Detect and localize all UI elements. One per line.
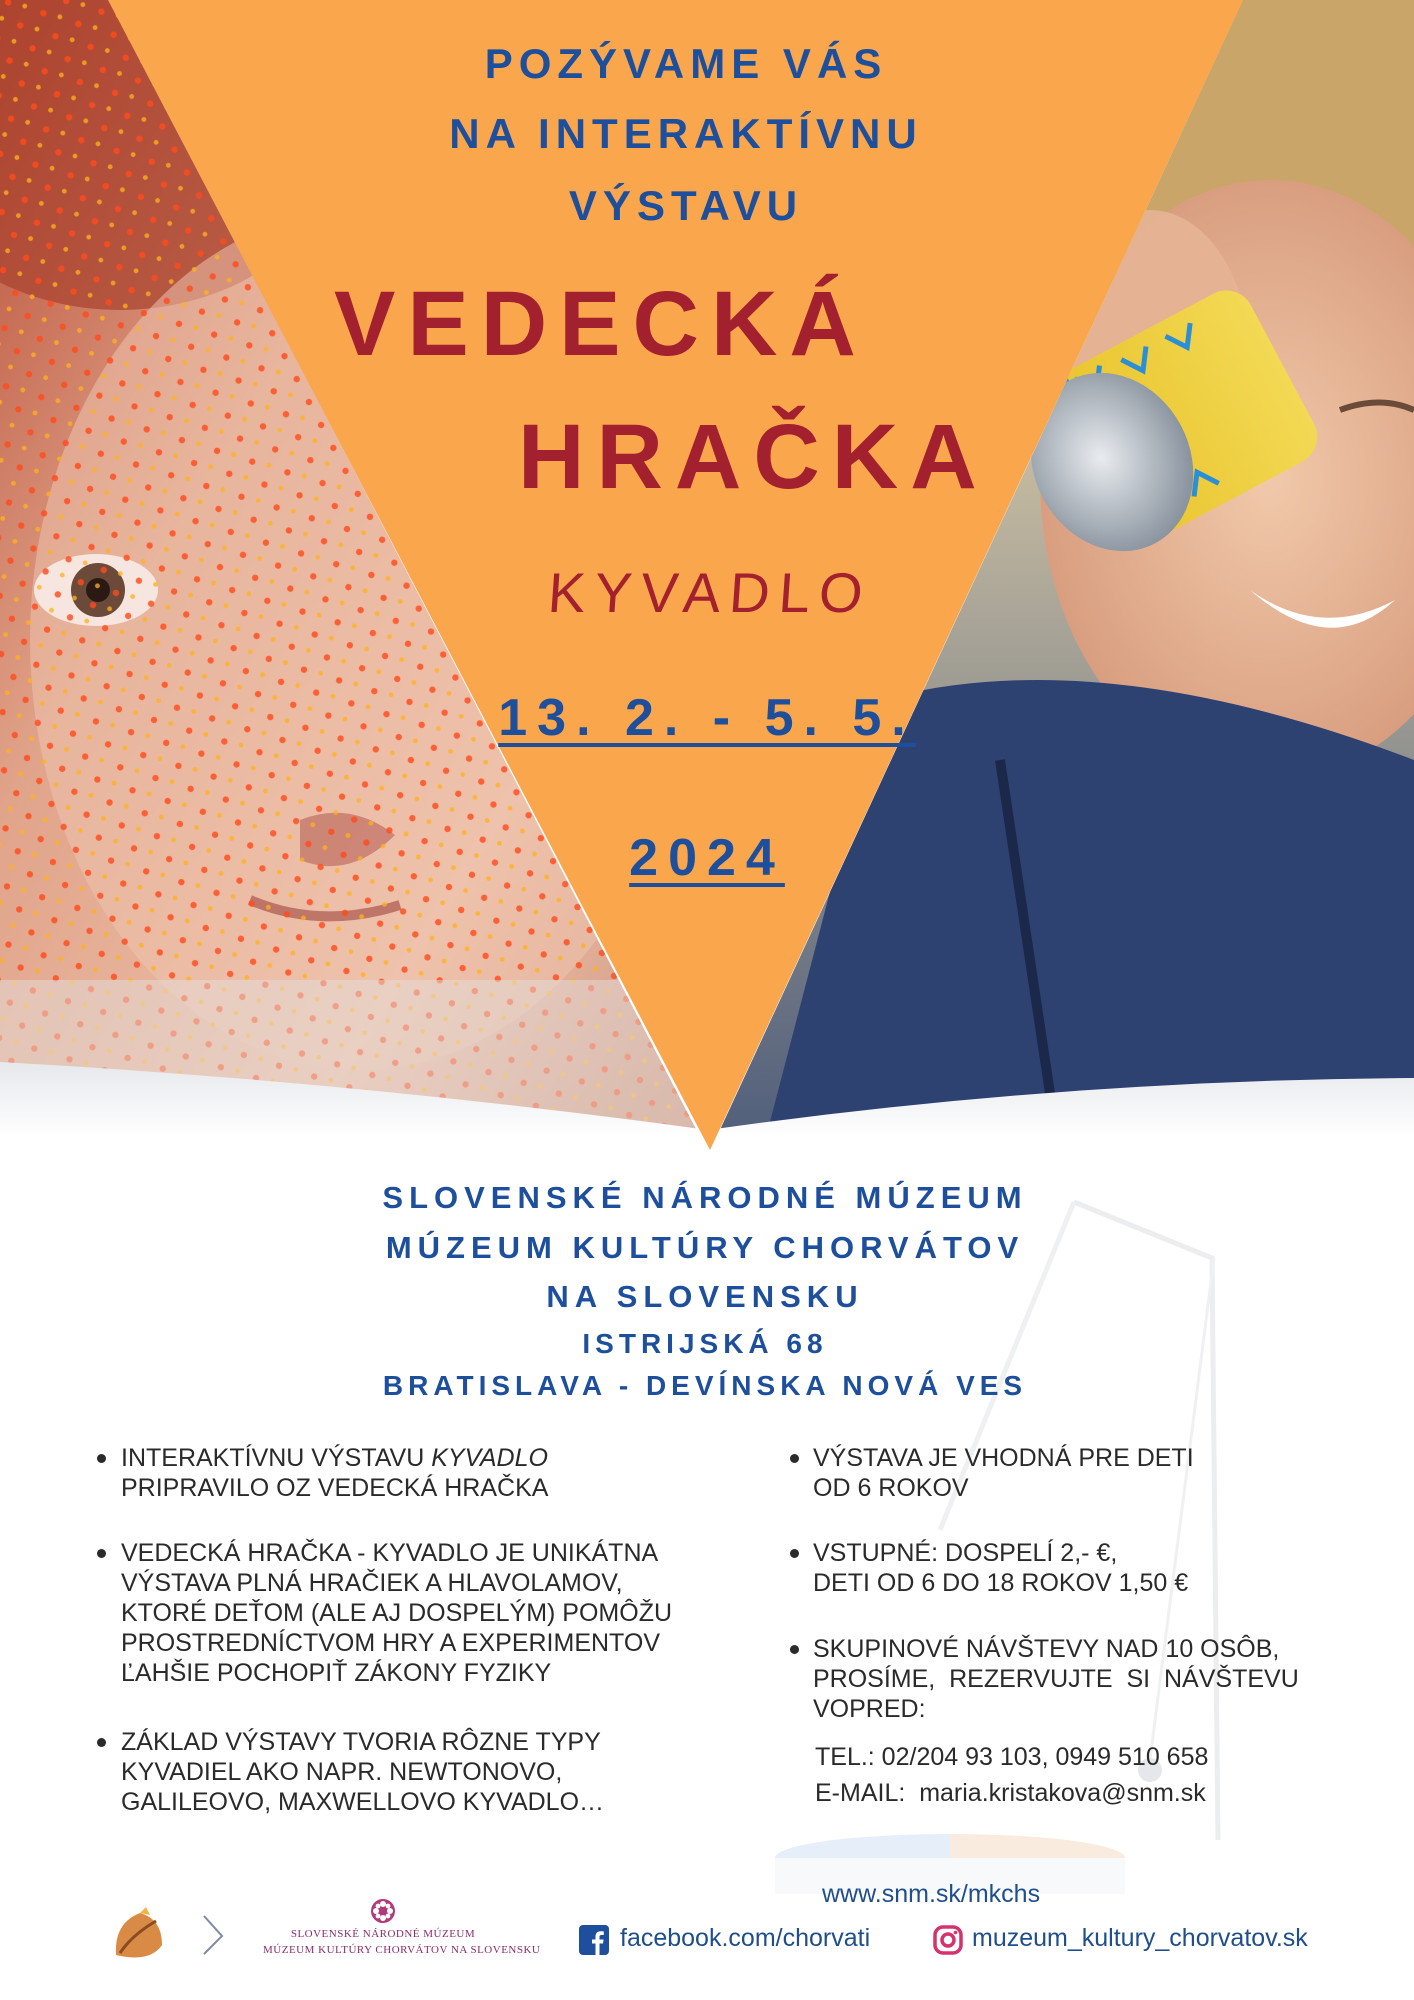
contact-email-label: E-MAIL:	[815, 1779, 906, 1807]
info-line: VSTUPNÉ: DOSPELÍ 2,- €,	[813, 1539, 1118, 1567]
contact-tel: TEL.: 02/204 93 103, 0949 510 658	[815, 1743, 1209, 1771]
bullet-dot	[97, 1549, 106, 1558]
info-line: INTERAKTÍVNU VÝSTAVU KYVADLO	[121, 1444, 548, 1472]
info-line: ĽAHŠIE POCHOPIŤ ZÁKONY FYZIKY	[121, 1659, 552, 1687]
snm-logo-line-1: SLOVENSKÉ NÁRODNÉ MÚZEUM	[290, 1928, 476, 1940]
info-line: GALILEOVO, MAXWELLOVO KYVADLO…	[121, 1788, 605, 1816]
info-right-bullet-2	[813, 1538, 1188, 1598]
info-line: SKUPINOVÉ NÁVŠTEVY NAD 10 OSÔB,	[813, 1635, 1280, 1663]
invite-line-2: NA INTERAKTÍVNU	[449, 110, 923, 157]
contact-email[interactable]: maria.kristakova@snm.sk	[919, 1779, 1206, 1807]
chevron-logo-icon	[200, 1912, 226, 1958]
info-right-bullet-1	[813, 1443, 1194, 1503]
date-year	[0, 828, 1414, 888]
info-line: KTORÉ DEŤOM (ALE AJ DOSPELÝM) POMÔŽU	[121, 1599, 673, 1627]
venue-address: ISTRIJSKÁ 68	[582, 1328, 828, 1359]
info-line: KYVADIEL AKO NAPR. NEWTONOVO,	[121, 1758, 563, 1786]
info-line: VÝSTAVA JE VHODNÁ PRE DETI	[813, 1444, 1194, 1472]
bullet-dot	[97, 1738, 106, 1747]
snm-logo-line-2: MÚZEUM KULTÚRY CHORVÁTOV NA SLOVENSKU	[263, 1944, 541, 1956]
snm-flower-icon	[370, 1898, 396, 1924]
facebook-icon[interactable]	[579, 1925, 609, 1955]
info-line: PROSÍME, REZERVUJTE SI NÁVŠTEVU	[813, 1665, 1299, 1693]
date-range-text: 13. 2. - 5. 5.	[498, 689, 916, 747]
subtitle-kyvadlo: KYVADLO	[546, 561, 874, 624]
contact-email-row	[815, 1778, 1206, 1808]
facebook-link[interactable]: facebook.com/chorvati	[620, 1924, 871, 1952]
instagram-link[interactable]: muzeum_kultury_chorvatov.sk	[972, 1924, 1308, 1952]
invite-line-1: POZÝVAME VÁS	[484, 40, 888, 87]
leaf-logo-icon	[110, 1905, 168, 1965]
date-year-text: 2024	[629, 829, 785, 887]
date-range	[0, 688, 1414, 748]
info-left-bullet-1	[121, 1443, 548, 1503]
info-line: PRIPRAVILO OZ VEDECKÁ HRAČKA	[121, 1474, 549, 1502]
title-line-2: HRAČKA	[518, 406, 989, 508]
info-right-bullet-3	[813, 1634, 1299, 1724]
venue-line-1: SLOVENSKÉ NÁRODNÉ MÚZEUM	[382, 1180, 1028, 1215]
bullet-dot	[97, 1454, 106, 1463]
venue-city: BRATISLAVA - DEVÍNSKA NOVÁ VES	[382, 1370, 1028, 1401]
bullet-dot	[790, 1645, 799, 1654]
title-line-1: VEDECKÁ	[334, 273, 868, 375]
info-em-kyvadlo: KYVADLO	[431, 1444, 548, 1472]
info-line: VÝSTAVA PLNÁ HRAČIEK A HLAVOLAMOV,	[121, 1569, 623, 1597]
info-left-bullet-2	[121, 1538, 672, 1688]
bullet-dot	[790, 1454, 799, 1463]
info-line: ZÁKLAD VÝSTAVY TVORIA RÔZNE TYPY	[121, 1728, 601, 1756]
info-line: VOPRED:	[813, 1695, 926, 1723]
bullet-dot	[790, 1549, 799, 1558]
info-left-bullet-3	[121, 1727, 604, 1817]
venue-line-2: MÚZEUM KULTÚRY CHORVÁTOV	[385, 1230, 1025, 1265]
info-line: DETI OD 6 DO 18 ROKOV 1,50 €	[813, 1569, 1189, 1597]
website-link[interactable]: www.snm.sk/mkchs	[822, 1880, 1041, 1908]
venue-line-3: NA SLOVENSKU	[546, 1279, 864, 1314]
info-line: OD 6 ROKOV	[813, 1474, 969, 1502]
info-line: VEDECKÁ HRAČKA - KYVADLO JE UNIKÁTNA	[121, 1539, 659, 1567]
info-line: PROSTREDNÍCTVOM HRY A EXPERIMENTOV	[121, 1629, 661, 1657]
invite-line-3: VÝSTAVU	[568, 182, 804, 229]
instagram-icon[interactable]	[933, 1925, 963, 1955]
